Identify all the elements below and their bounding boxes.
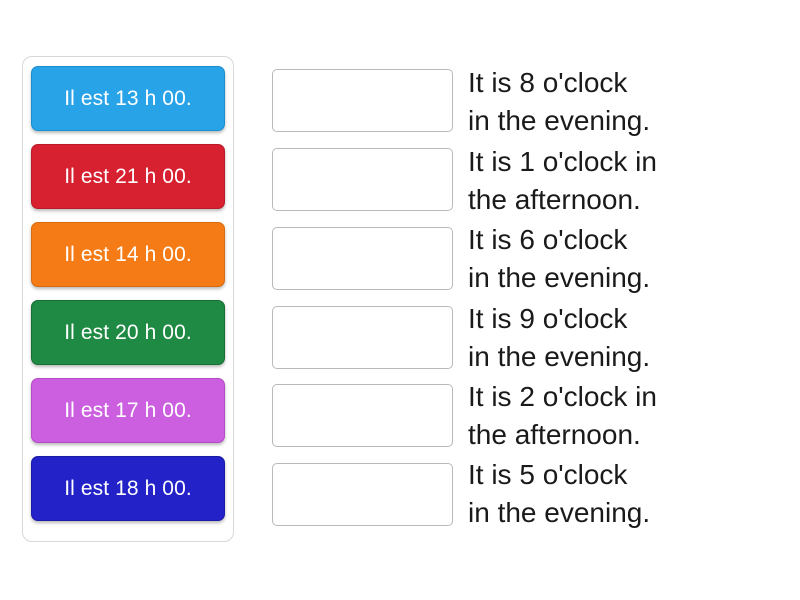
draggable-tile-label: Il est 18 h 00.: [64, 476, 192, 500]
answer-prompt: [468, 456, 793, 533]
drop-zone[interactable]: [272, 384, 453, 447]
answer-prompt: [468, 143, 793, 220]
answer-prompt: [468, 378, 793, 455]
drop-zone[interactable]: [272, 463, 453, 526]
draggable-tile[interactable]: [31, 456, 225, 521]
drop-zone[interactable]: [272, 227, 453, 290]
answer-prompt-line: in the evening.: [468, 497, 651, 529]
answer-prompt: [468, 64, 793, 141]
answer-prompt-line: It is 2 o'clock in: [468, 381, 657, 412]
answer-prompt-line: in the evening.: [468, 262, 651, 294]
draggable-tile-label: Il est 14 h 00.: [64, 242, 192, 266]
draggable-tile[interactable]: [31, 222, 225, 287]
drop-zone[interactable]: [272, 69, 453, 132]
draggable-tile[interactable]: [31, 300, 225, 365]
draggable-tile-label: Il est 13 h 00.: [64, 86, 192, 110]
draggable-tile[interactable]: [31, 144, 225, 209]
draggable-tile[interactable]: [31, 378, 225, 443]
answer-prompt-line: the afternoon.: [468, 184, 641, 216]
answer-prompt-line: in the evening.: [468, 105, 651, 137]
answer-prompt: [468, 300, 793, 377]
answer-prompt-line: It is 1 o'clock in: [468, 146, 657, 177]
draggable-tile[interactable]: [31, 66, 225, 131]
draggable-tile-label: Il est 17 h 00.: [64, 398, 192, 422]
draggable-tile-label: Il est 20 h 00.: [64, 320, 192, 344]
drop-zone[interactable]: [272, 306, 453, 369]
answer-prompt-line: in the evening.: [468, 341, 651, 373]
answer-prompt-line: It is 6 o'clock: [468, 224, 628, 255]
draggable-tiles-panel: [22, 56, 234, 542]
answer-prompt-line: It is 8 o'clock: [468, 67, 628, 98]
answer-prompt-line: It is 9 o'clock: [468, 303, 628, 334]
drop-zone[interactable]: [272, 148, 453, 211]
answer-prompt-line: the afternoon.: [468, 419, 641, 451]
answer-prompt-line: It is 5 o'clock: [468, 459, 628, 490]
draggable-tile-label: Il est 21 h 00.: [64, 164, 192, 188]
answer-prompt: [468, 221, 793, 298]
